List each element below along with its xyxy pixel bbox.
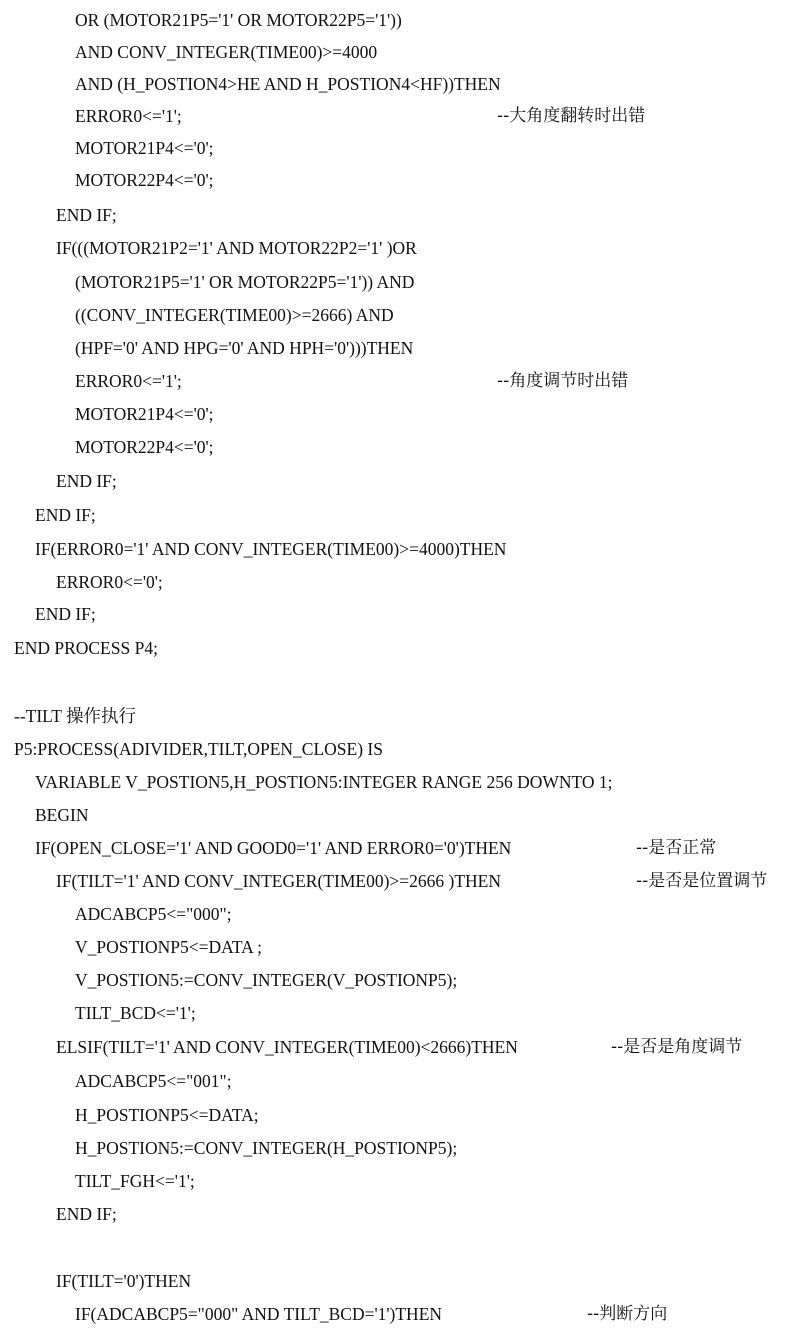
code-text: ERROR0<='1';	[75, 371, 182, 391]
code-text: ELSIF(TILT='1' AND CONV_INTEGER(TIME00)<2666)THEN	[56, 1037, 518, 1057]
code-line	[0, 364, 800, 398]
code-line	[0, 699, 800, 733]
code-line	[0, 498, 800, 532]
code-line	[0, 67, 800, 101]
code-text: (HPF='0' AND HPG='0' AND HPH='0')))THEN	[75, 338, 414, 358]
code-line	[0, 631, 800, 665]
code-text: MOTOR22P4<='0';	[75, 170, 214, 190]
code-line	[0, 1197, 800, 1231]
code-text: ADCABCP5<="001";	[75, 1071, 232, 1091]
code-text: AND (H_POSTION4>HE AND H_POSTION4<HF))THEN	[75, 74, 501, 94]
code-line	[0, 1264, 800, 1298]
code-text: H_POSTIONP5<=DATA;	[75, 1105, 259, 1125]
code-line	[0, 3, 800, 37]
code-comment: --角度调节时出错	[497, 371, 629, 391]
code-text: ((CONV_INTEGER(TIME00)>=2666) AND	[75, 305, 394, 325]
code-line	[0, 1098, 800, 1132]
code-line	[0, 1231, 800, 1265]
code-line	[0, 864, 800, 898]
code-line	[0, 798, 800, 832]
code-line	[0, 532, 800, 566]
code-text: IF(OPEN_CLOSE='1' AND GOOD0='1' AND ERROR0='0')THEN	[35, 838, 512, 858]
code-line	[0, 198, 800, 232]
code-line	[0, 1030, 800, 1064]
code-text: V_POSTION5:=CONV_INTEGER(V_POSTIONP5);	[75, 970, 458, 990]
code-text: END IF;	[56, 205, 117, 225]
code-line	[0, 996, 800, 1030]
code-comment: --是否是位置调节	[636, 871, 768, 891]
code-text: IF(TILT='1' AND CONV_INTEGER(TIME00)>=2666 )THEN	[56, 871, 502, 891]
code-comment: --判断方向	[587, 1304, 668, 1324]
code-text: IF(ERROR0='1' AND CONV_INTEGER(TIME00)>=4000)THEN	[35, 539, 507, 559]
code-text: TILT_BCD<='1';	[75, 1003, 196, 1023]
code-text: MOTOR22P4<='0';	[75, 437, 214, 457]
code-line	[0, 131, 800, 165]
code-comment: --大角度翻转时出错	[497, 106, 646, 126]
code-line	[0, 930, 800, 964]
code-line	[0, 664, 800, 698]
code-line	[0, 565, 800, 599]
code-text: END IF;	[35, 604, 96, 624]
code-line	[0, 397, 800, 431]
code-comment: --是否正常	[636, 838, 717, 858]
code-line	[0, 298, 800, 332]
code-text: --TILT 操作执行	[14, 706, 137, 726]
code-text: H_POSTION5:=CONV_INTEGER(H_POSTIONP5);	[75, 1138, 458, 1158]
code-text: IF(ADCABCP5="000" AND TILT_BCD='1')THEN	[75, 1304, 443, 1324]
code-text: END IF;	[56, 471, 117, 491]
code-line	[0, 1164, 800, 1198]
code-line	[0, 963, 800, 997]
code-text: TILT_FGH<='1';	[75, 1171, 195, 1191]
code-line	[0, 430, 800, 464]
code-line	[0, 99, 800, 133]
code-line	[0, 765, 800, 799]
code-line	[0, 331, 800, 365]
code-text: ERROR0<='1';	[75, 106, 182, 126]
code-text: BEGIN	[35, 805, 89, 825]
code-text: END PROCESS P4;	[14, 638, 158, 658]
code-text: IF(((MOTOR21P2='1' AND MOTOR22P2='1' )OR	[56, 238, 417, 258]
code-line	[0, 1297, 800, 1331]
code-text: ADCABCP5<="000";	[75, 904, 232, 924]
code-line	[0, 897, 800, 931]
code-line	[0, 831, 800, 865]
code-line	[0, 35, 800, 69]
code-line	[0, 163, 800, 197]
code-text: OR (MOTOR21P5='1' OR MOTOR22P5='1'))	[75, 10, 402, 30]
code-text: P5:PROCESS(ADIVIDER,TILT,OPEN_CLOSE) IS	[14, 739, 383, 759]
code-line	[0, 597, 800, 631]
code-text: VARIABLE V_POSTION5,H_POSTION5:INTEGER RANGE 256 DOWNTO 1;	[35, 772, 613, 792]
code-text: AND CONV_INTEGER(TIME00)>=4000	[75, 42, 378, 62]
code-line	[0, 732, 800, 766]
code-line	[0, 265, 800, 299]
code-line	[0, 1064, 800, 1098]
code-text: V_POSTIONP5<=DATA ;	[75, 937, 263, 957]
code-text: IF(TILT='0')THEN	[56, 1271, 192, 1291]
code-comment: --是否是角度调节	[611, 1037, 743, 1057]
code-text: MOTOR21P4<='0';	[75, 404, 214, 424]
code-text: END IF;	[35, 505, 96, 525]
code-line	[0, 1131, 800, 1165]
code-line	[0, 464, 800, 498]
code-text: ERROR0<='0';	[56, 572, 163, 592]
code-text: END IF;	[56, 1204, 117, 1224]
code-line	[0, 231, 800, 265]
code-text: (MOTOR21P5='1' OR MOTOR22P5='1')) AND	[75, 272, 415, 292]
code-text: MOTOR21P4<='0';	[75, 138, 214, 158]
